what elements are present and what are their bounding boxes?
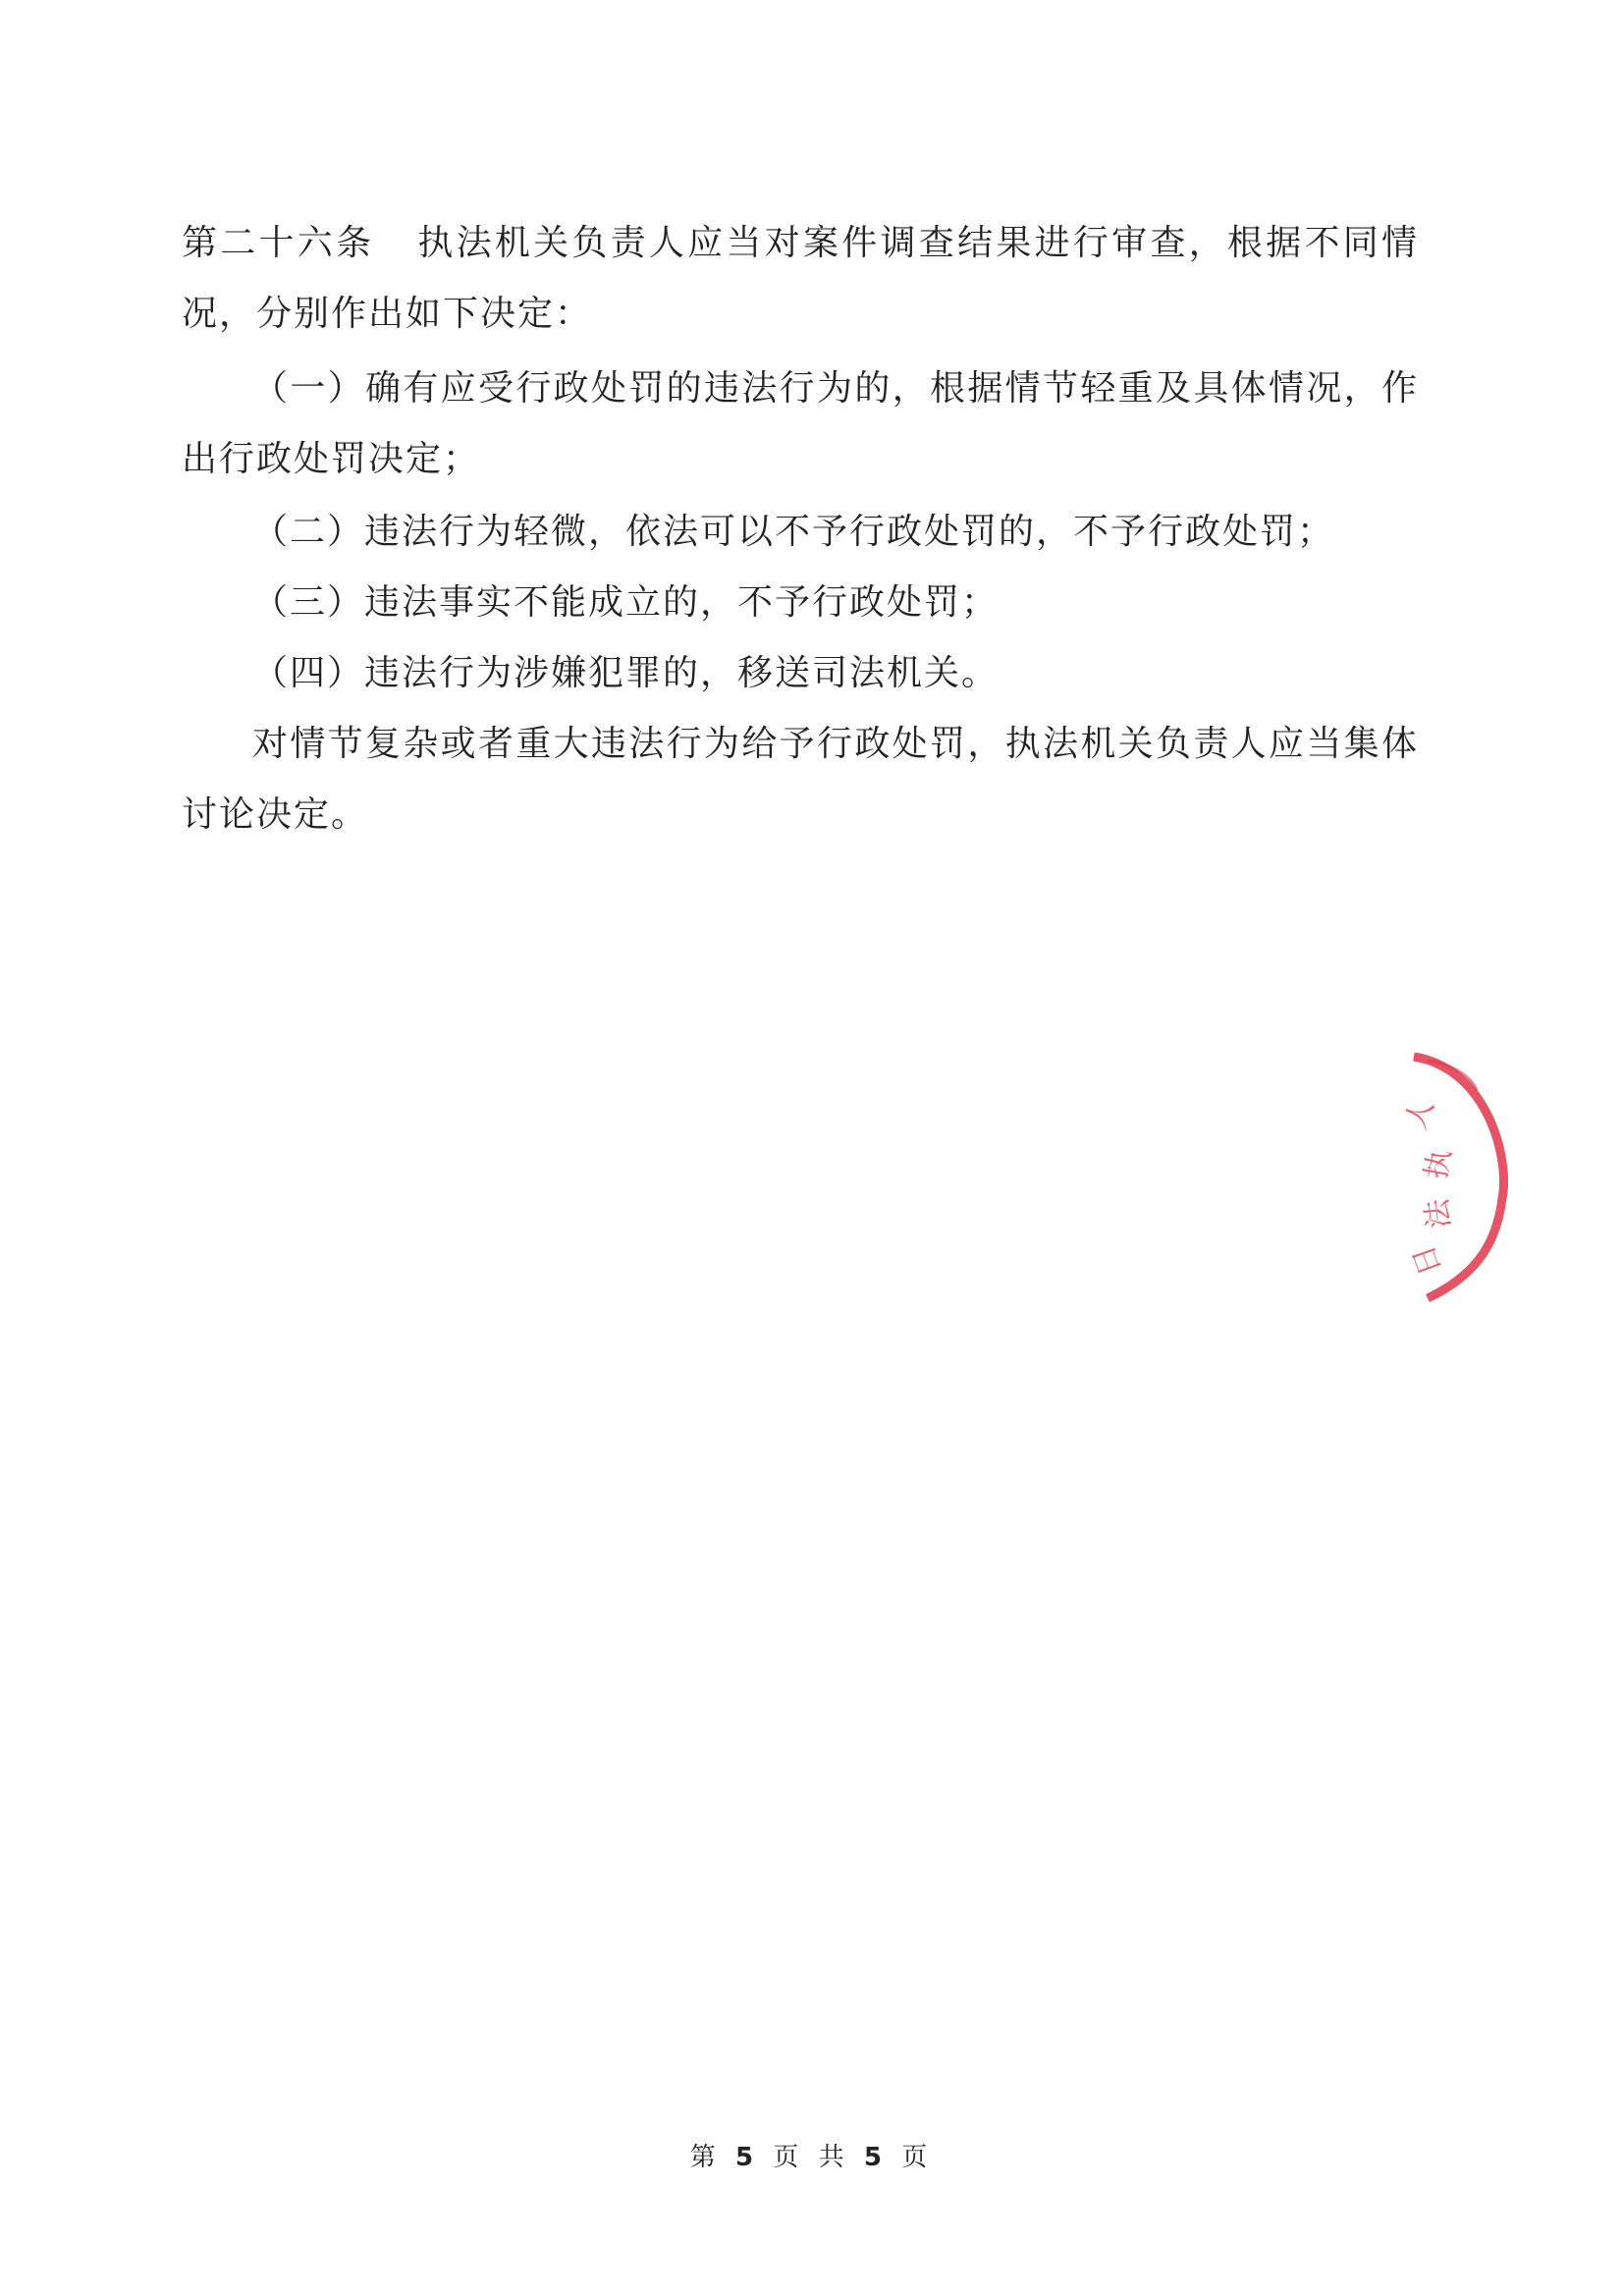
item-1: （一）确有应受行政处罚的违法行为的，根据情节轻重及具体情况，作出行政处罚决定； [182, 368, 1419, 479]
article-number: 第二十六条 [182, 223, 375, 263]
footer-current-page: 5 [735, 2143, 760, 2172]
closing-paragraph: 对情节复杂或者重大违法行为给予行政处罚，执法机关负责人应当集体讨论决定。 [182, 724, 1419, 835]
page-footer [0, 2137, 1623, 2173]
article-lead-text: 执法机关负责人应当对案件调查结果进行审查，根据不同情况，分别作出如下决定： [182, 223, 1419, 334]
official-seal-stamp [1394, 1051, 1512, 1306]
footer-total-pages: 5 [863, 2143, 888, 2172]
svg-text:人: 人 [1398, 1094, 1441, 1134]
svg-text:执: 执 [1419, 1146, 1459, 1182]
item-3: （三）违法事实不能成立的，不予行政处罚； [252, 582, 1000, 623]
footer-suffix: 页 [901, 2143, 934, 2172]
svg-text:日: 日 [1406, 1240, 1449, 1281]
footer-prefix: 第 [689, 2143, 722, 2172]
item-2: （二）违法行为轻微，依法可以不予行政处罚的，不予行政处罚； [252, 512, 1335, 552]
item-4: （四）违法行为涉嫌犯罪的，移送司法机关。 [252, 653, 1000, 693]
footer-mid: 页 共 [773, 2143, 850, 2172]
svg-text:法: 法 [1420, 1197, 1457, 1230]
article-26-lead [182, 208, 1419, 350]
